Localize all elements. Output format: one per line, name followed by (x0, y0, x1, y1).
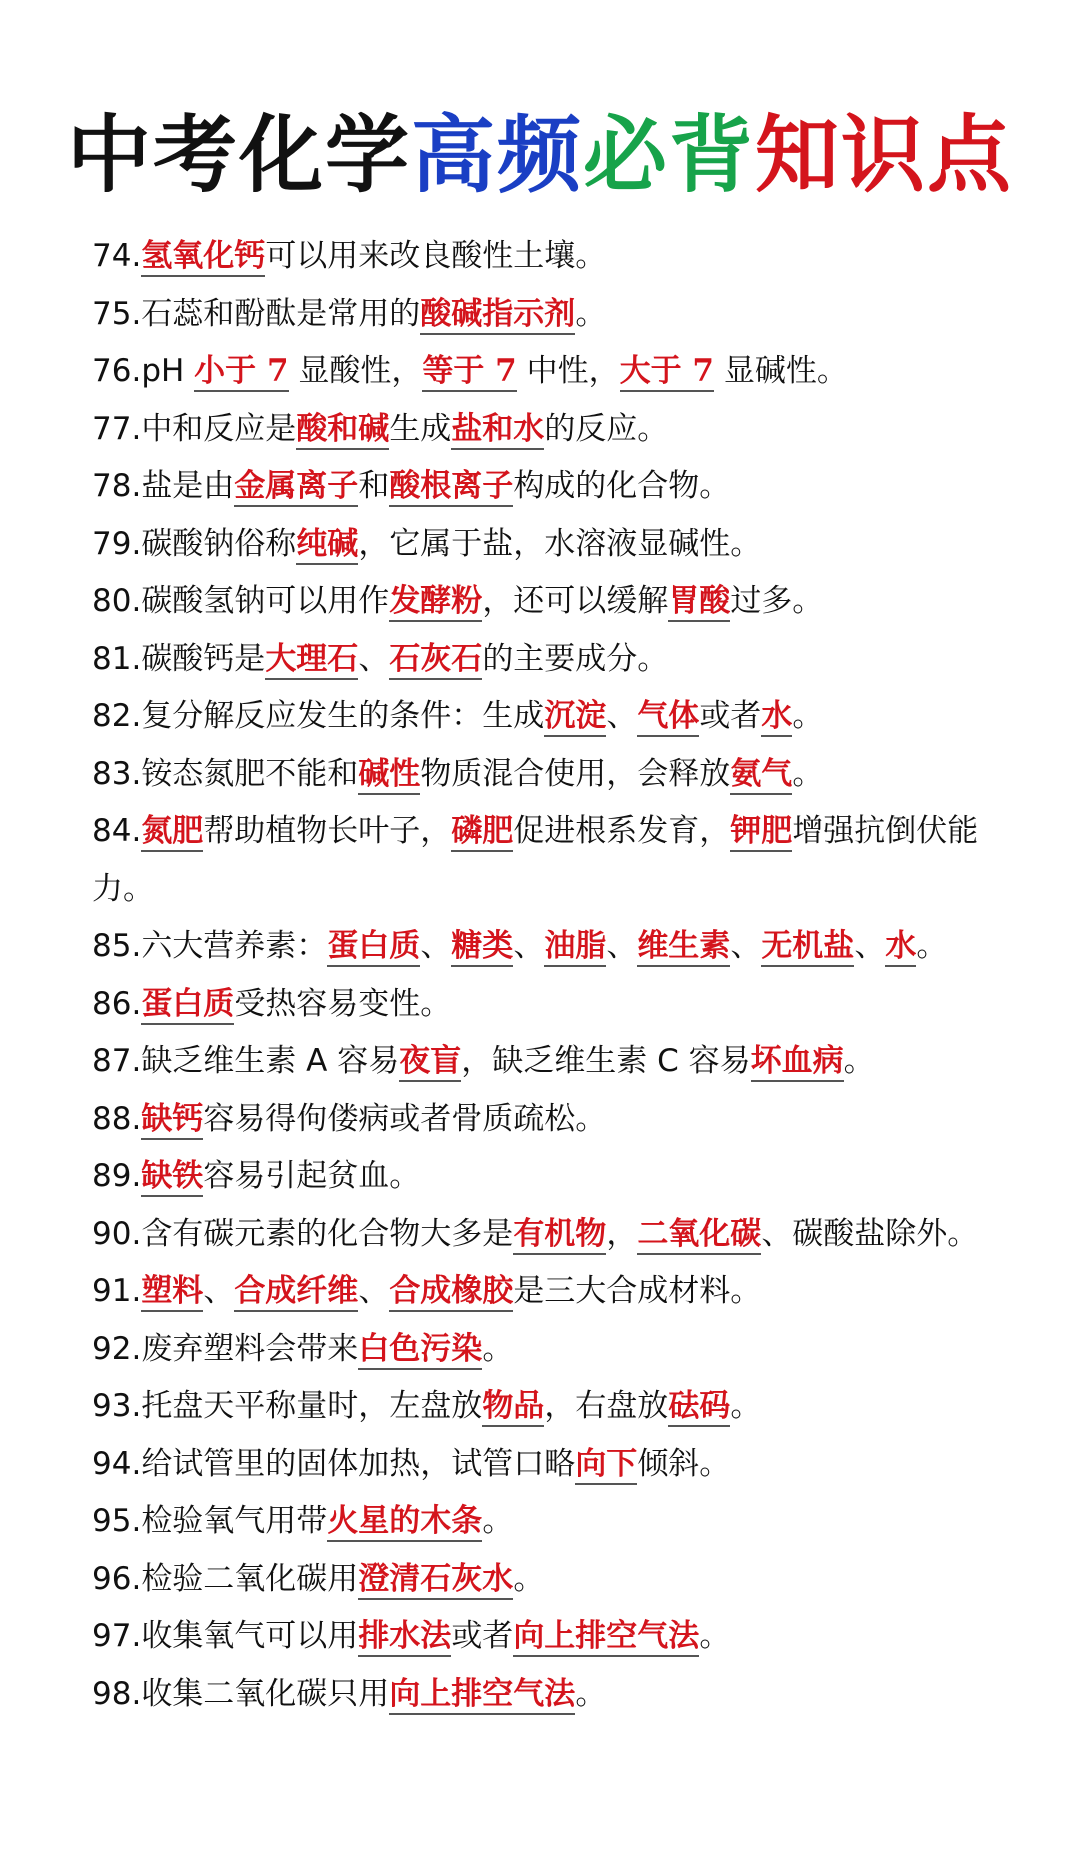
list-item (92, 1263, 1032, 1321)
item-text: 中和反应是 (141, 410, 297, 447)
list-item (92, 918, 1032, 976)
item-text: 石蕊和酚酞是常用的 (141, 295, 421, 332)
item-number: 79. (92, 525, 142, 562)
highlighted-answer: 酸和碱 (296, 411, 389, 450)
item-text: 、 (420, 928, 452, 964)
item-text: ， (606, 1215, 638, 1252)
item-number: 95. (92, 1503, 142, 1539)
item-number: 84. (92, 813, 142, 849)
highlighted-answer: 糖类 (451, 928, 513, 967)
item-text: 或者 (699, 698, 762, 734)
highlighted-answer: 大于 7 (620, 353, 714, 392)
item-number: 75. (92, 295, 142, 332)
highlighted-answer: 夜盲 (399, 1043, 461, 1082)
list-item (92, 1033, 1032, 1091)
highlighted-answer: 等于 7 (422, 353, 516, 392)
item-text: 中性， (516, 353, 620, 389)
highlighted-answer: 钾肥 (730, 813, 792, 852)
highlighted-answer: 酸碱指示剂 (420, 296, 575, 335)
item-text: 过多。 (730, 583, 824, 619)
item-number: 81. (92, 640, 142, 677)
list-item (92, 631, 1032, 689)
highlighted-answer: 盐和水 (451, 411, 544, 450)
item-number: 93. (92, 1388, 142, 1424)
highlighted-answer: 水 (885, 928, 916, 967)
item-text: 碳酸钙是 (141, 640, 266, 677)
item-text: 或者 (451, 1618, 514, 1654)
highlighted-answer: 磷肥 (451, 813, 513, 852)
item-text: 。 (575, 295, 607, 332)
highlighted-answer: 蛋白质 (141, 986, 234, 1025)
item-text: 可以用来改良酸性土壤。 (265, 238, 607, 274)
title-segment: 中考化学 (66, 106, 411, 204)
item-number: 80. (92, 583, 142, 619)
highlighted-answer: 合成橡胶 (389, 1273, 513, 1312)
item-text: ，右盘放 (544, 1388, 669, 1424)
highlighted-answer: 澄清石灰水 (358, 1561, 513, 1600)
item-text: 物质混合使用，会释放 (420, 755, 731, 792)
highlighted-answer: 气体 (637, 698, 699, 737)
highlighted-answer: 水 (761, 698, 792, 737)
item-text: 盐是由 (141, 468, 235, 504)
item-number: 91. (92, 1273, 142, 1309)
highlighted-answer: 坏血病 (751, 1043, 844, 1082)
item-number: 78. (92, 468, 142, 504)
item-text: 。 (482, 1503, 514, 1539)
item-text: 。 (792, 698, 824, 734)
page-title (0, 100, 1080, 210)
item-text: 检验氧气用带 (141, 1503, 328, 1539)
highlighted-answer: 合成纤维 (234, 1273, 358, 1312)
item-number: 94. (92, 1445, 142, 1482)
title-segment: 高频 (410, 106, 583, 204)
highlighted-answer: 物品 (482, 1388, 544, 1427)
item-text: 、 (203, 1273, 235, 1309)
item-text: 是三大合成材料。 (513, 1273, 762, 1309)
highlighted-answer: 氢氧化钙 (141, 238, 265, 277)
item-text: 、 (606, 928, 638, 964)
highlighted-answer: 向上排空气法 (513, 1618, 699, 1657)
list-item (92, 1378, 1032, 1436)
item-text: 缺乏维生素 A 容易 (141, 1043, 400, 1079)
item-text: 碳酸钠俗称 (141, 525, 297, 562)
list-item (92, 516, 1032, 574)
highlighted-answer: 排水法 (358, 1618, 451, 1657)
item-text: 帮助植物长叶子， (203, 813, 452, 849)
item-text: 、 (606, 698, 638, 734)
item-text: 给试管里的固体加热，试管口略 (141, 1445, 576, 1482)
highlighted-answer: 二氧化碳 (637, 1216, 761, 1255)
item-number: 87. (92, 1043, 142, 1079)
item-text: 托盘天平称量时，左盘放 (141, 1388, 483, 1424)
highlighted-answer: 砝码 (668, 1388, 730, 1427)
item-number: 74. (92, 238, 142, 274)
item-text: 铵态氮肥不能和 (141, 755, 359, 792)
item-text: 。 (699, 1618, 731, 1654)
list-item (92, 1551, 1032, 1609)
highlighted-answer: 塑料 (141, 1273, 203, 1312)
list-item (92, 1148, 1032, 1206)
item-text: 。 (730, 1388, 762, 1424)
list-item (92, 688, 1032, 746)
highlighted-answer: 白色污染 (358, 1331, 482, 1370)
highlighted-answer: 向上排空气法 (389, 1676, 575, 1715)
highlighted-answer: 有机物 (513, 1216, 606, 1255)
highlighted-answer: 酸根离子 (389, 468, 513, 507)
highlighted-answer: 碱性 (358, 756, 420, 795)
item-text: 收集氧气可以用 (141, 1618, 359, 1654)
item-text: 、 (854, 928, 886, 964)
title-segment: 必背 (583, 106, 756, 204)
list-item (92, 343, 1032, 401)
item-text: 、 (730, 928, 762, 964)
list-item (92, 458, 1032, 516)
item-number: 83. (92, 755, 142, 792)
item-number: 82. (92, 698, 142, 734)
item-text: pH (141, 353, 195, 389)
item-text: 。 (482, 1330, 514, 1367)
item-number: 85. (92, 928, 142, 964)
highlighted-answer: 石灰石 (389, 641, 482, 680)
list-item (92, 1666, 1032, 1724)
highlighted-answer: 无机盐 (761, 928, 854, 967)
item-text: ，它属于盐，水溶液显碱性。 (358, 525, 762, 562)
item-text: 收集二氧化碳只用 (141, 1675, 390, 1712)
item-text: 废弃塑料会带来 (141, 1330, 359, 1367)
highlighted-answer: 缺钙 (141, 1101, 203, 1140)
list-item (92, 803, 1032, 918)
item-text: 碳酸氢钠可以用作 (141, 583, 390, 619)
item-text: 。 (843, 1043, 875, 1079)
item-text: ，还可以缓解 (482, 583, 669, 619)
highlighted-answer: 大理石 (265, 641, 358, 680)
item-text: 的反应。 (544, 410, 669, 447)
item-number: 98. (92, 1675, 142, 1712)
item-text: 促进根系发育， (513, 813, 731, 849)
highlighted-answer: 发酵粉 (389, 583, 482, 622)
title-segment: 知识点 (755, 106, 1014, 204)
item-number: 97. (92, 1618, 142, 1654)
item-number: 90. (92, 1215, 142, 1252)
highlighted-answer: 缺铁 (141, 1158, 203, 1197)
highlighted-answer: 氮肥 (141, 813, 203, 852)
item-text: 构成的化合物。 (513, 468, 731, 504)
item-text: 倾斜。 (637, 1445, 731, 1482)
item-text: 生成 (389, 410, 452, 447)
list-item (92, 1091, 1032, 1149)
highlighted-answer: 沉淀 (544, 698, 606, 737)
item-number: 92. (92, 1330, 142, 1367)
item-text: 显碱性。 (714, 353, 848, 389)
item-text: 、碳酸盐除外。 (761, 1215, 979, 1252)
item-text: 。 (792, 755, 824, 792)
highlighted-answer: 维生素 (637, 928, 730, 967)
item-text: 。 (575, 1675, 607, 1712)
item-number: 96. (92, 1560, 142, 1597)
item-text: 显酸性， (288, 353, 423, 389)
list-item (92, 1493, 1032, 1551)
item-text: ，缺乏维生素 C 容易 (461, 1043, 751, 1079)
item-text: 含有碳元素的化合物大多是 (141, 1215, 514, 1252)
list-item (92, 1608, 1032, 1666)
highlighted-answer: 蛋白质 (327, 928, 420, 967)
item-text: 、 (358, 640, 390, 677)
list-item (92, 573, 1032, 631)
highlighted-answer: 火星的木条 (327, 1503, 482, 1542)
highlighted-answer: 小于 7 (194, 353, 288, 392)
item-text: 容易引起贫血。 (203, 1158, 421, 1194)
list-item (92, 1436, 1032, 1494)
item-text: 复分解反应发生的条件：生成 (141, 698, 545, 734)
item-text: 、 (513, 928, 545, 964)
item-text: 六大营养素： (141, 928, 328, 964)
item-text: 。 (513, 1560, 545, 1597)
highlighted-answer: 氨气 (730, 756, 792, 795)
highlighted-answer: 向下 (575, 1446, 637, 1485)
item-text: 、 (358, 1273, 390, 1309)
list-item (92, 1321, 1032, 1379)
list-item (92, 286, 1032, 344)
item-text: 检验二氧化碳用 (141, 1560, 359, 1597)
item-text: 。 (916, 928, 948, 964)
item-number: 86. (92, 985, 142, 1022)
item-text: 增强抗倒伏能力。 (92, 813, 979, 907)
item-text: 受热容易变性。 (234, 985, 452, 1022)
list-item (92, 401, 1032, 459)
list-item (92, 228, 1032, 286)
item-number: 88. (92, 1100, 142, 1137)
item-text: 容易得佝偻病或者骨质疏松。 (203, 1100, 607, 1137)
highlighted-answer: 纯碱 (296, 526, 358, 565)
highlighted-answer: 胃酸 (668, 583, 730, 622)
highlighted-answer: 金属离子 (234, 468, 358, 507)
list-item (92, 746, 1032, 804)
item-number: 77. (92, 410, 142, 447)
item-text: 和 (358, 468, 390, 504)
highlighted-answer: 油脂 (544, 928, 606, 967)
list-item (92, 976, 1032, 1034)
list-item (92, 1206, 1032, 1264)
item-number: 76. (92, 353, 142, 389)
item-text: 的主要成分。 (482, 640, 669, 677)
knowledge-list (92, 228, 1032, 1723)
item-number: 89. (92, 1158, 142, 1194)
